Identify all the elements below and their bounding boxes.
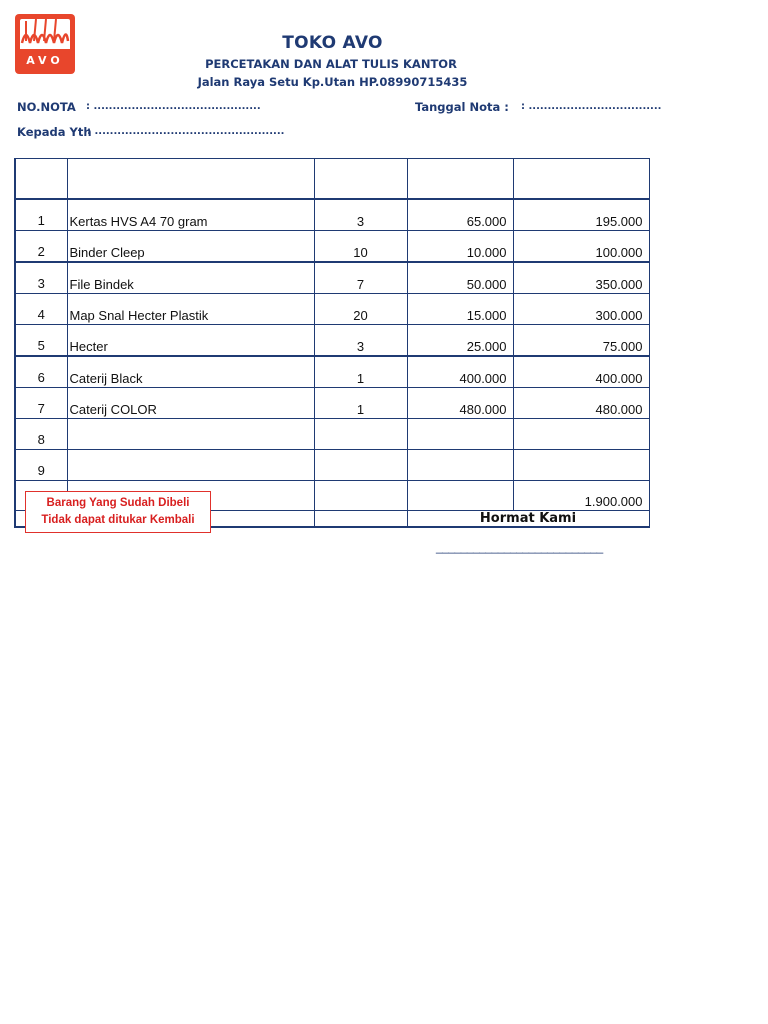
item-total [513, 450, 649, 481]
item-price [407, 419, 513, 450]
shop-subtitle: PERCETAKAN DAN ALAT TULIS KANTOR [205, 57, 457, 71]
item-qty [314, 450, 407, 481]
item-total: 100.000 [513, 231, 649, 263]
table-row [15, 388, 649, 419]
item-total: 350.000 [513, 262, 649, 294]
item-qty: 3 [314, 199, 407, 231]
grand-total: 1.900.000 [513, 481, 649, 511]
item-total: 195.000 [513, 199, 649, 231]
item-number: 8 [15, 419, 67, 450]
item-name: Hecter [67, 325, 314, 357]
item-number: 9 [15, 450, 67, 481]
header-cell [15, 159, 67, 200]
signature-line: ___________________________ [436, 540, 603, 554]
item-name [67, 419, 314, 450]
tanggal-label: Tanggal Nota : [415, 100, 509, 114]
table-row [15, 419, 649, 450]
kepada-label: Kepada Yth [17, 125, 92, 139]
item-total: 300.000 [513, 294, 649, 325]
item-total: 400.000 [513, 356, 649, 388]
empty-cell [314, 481, 407, 511]
item-number: 4 [15, 294, 67, 325]
item-total [513, 419, 649, 450]
shop-address: Jalan Raya Setu Kp.Utan HP.08990715435 [197, 75, 468, 89]
item-total: 480.000 [513, 388, 649, 419]
item-qty: 1 [314, 388, 407, 419]
table-row [15, 356, 649, 388]
notice-line-2: Tidak dapat ditukar Kembali [41, 514, 195, 526]
item-qty: 10 [314, 231, 407, 263]
table-row [15, 262, 649, 294]
item-number: 1 [15, 199, 67, 231]
item-qty: 7 [314, 262, 407, 294]
table-row [15, 294, 649, 325]
invoice-table [14, 158, 650, 528]
notice-line-1: Barang Yang Sudah Dibeli [46, 497, 190, 509]
return-notice [25, 491, 211, 533]
table-row [15, 325, 649, 357]
item-name: Map Snal Hecter Plastik [67, 294, 314, 325]
kepada-value[interactable]: : .................................................. [87, 126, 285, 137]
empty-cell [407, 481, 513, 511]
item-price: 400.000 [407, 356, 513, 388]
item-price [407, 450, 513, 481]
tanggal-value[interactable]: : ................................... [521, 101, 662, 112]
header-cell [67, 159, 314, 200]
item-price: 15.000 [407, 294, 513, 325]
item-qty: 3 [314, 325, 407, 357]
hormat-kami: Hormat Kami [407, 511, 649, 528]
item-qty: 1 [314, 356, 407, 388]
table-row [15, 450, 649, 481]
item-price: 25.000 [407, 325, 513, 357]
item-name: Binder Cleep [67, 231, 314, 263]
nota-label: NO.NOTA [17, 100, 76, 114]
item-number: 5 [15, 325, 67, 357]
item-price: 50.000 [407, 262, 513, 294]
shop-name: TOKO AVO [282, 33, 383, 53]
item-number: 3 [15, 262, 67, 294]
item-name: File Bindek [67, 262, 314, 294]
nota-value[interactable]: : ............................................ [86, 101, 261, 112]
item-name: Caterij Black [67, 356, 314, 388]
header-cell [513, 159, 649, 200]
item-number: 7 [15, 388, 67, 419]
item-price: 480.000 [407, 388, 513, 419]
item-name: Caterij COLOR [67, 388, 314, 419]
item-total: 75.000 [513, 325, 649, 357]
item-price: 10.000 [407, 231, 513, 263]
item-qty [314, 419, 407, 450]
item-price: 65.000 [407, 199, 513, 231]
table-row [15, 231, 649, 263]
item-name: Kertas HVS A4 70 gram [67, 199, 314, 231]
header-cell [314, 159, 407, 200]
empty-cell [314, 511, 407, 528]
header-cell [407, 159, 513, 200]
table-row [15, 199, 649, 231]
svg-text:AVO: AVO [26, 54, 64, 67]
item-qty: 20 [314, 294, 407, 325]
item-number: 6 [15, 356, 67, 388]
item-name [67, 450, 314, 481]
table-header-row [15, 159, 649, 200]
item-number: 2 [15, 231, 67, 263]
